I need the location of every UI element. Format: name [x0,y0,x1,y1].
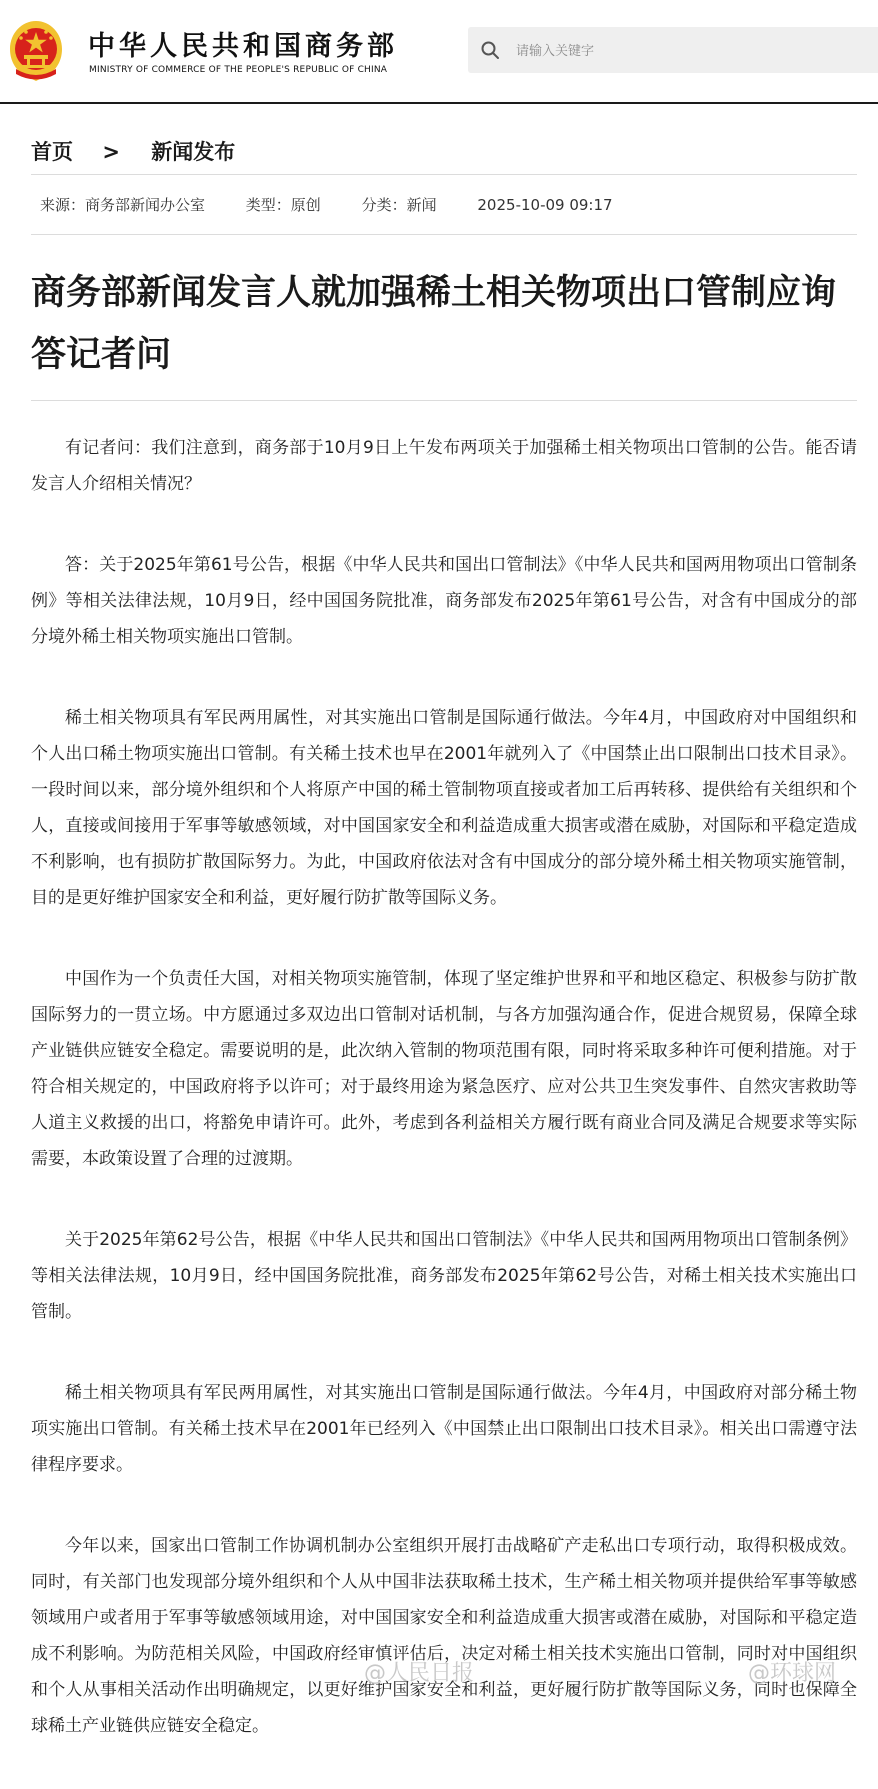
article-paragraph: 有记者问：我们注意到，商务部于10月9日上午发布两项关于加强稀土相关物项出口管制的公告。能否请发言人介绍相关情况？ [31,438,857,494]
article-body [31,430,857,1789]
article-paragraph: 关于2025年第62号公告，根据《中华人民共和国出口管制法》《中华人民共和国两用物项出口管制条例》等相关法律法规，10月9日，经中国国务院批准，商务部发布2025年第62号公告，对稀土相关技术实施出口管制。 [31,1230,857,1322]
breadcrumb-current-link[interactable]: 新闻发布 [151,140,236,164]
title-divider [31,400,857,401]
meta-datetime: 2025-10-09 09:17 [477,196,613,214]
breadcrumb [31,136,235,166]
national-emblem-icon[interactable] [6,19,66,83]
article-paragraph: 今年以来，国家出口管制工作协调机制办公室组织开展打击战略矿产走私出口专项行动，取得积极成效。同时，有关部门也发现部分境外组织和个人从中国非法获取稀土技术，生产稀土相关物项并提供给军事等敏感领域用户或者用于军事等敏感领域用途，对中国国家安全和利益造成重大损害或潜在威胁，对国际和平稳定造成不利影响。为防范相关风险，中国政府经审慎评估后，决定对稀土相关技术实施出口管制，同时对中国组织和个人从事相关活动作出明确规定，以更好维护国家安全和利益，更好履行防扩散等国际义务，同时也保障全球稀土产业链供应链安全稳定。 [31,1536,857,1736]
article-title: 商务部新闻发言人就加强稀土相关物项出口管制应询答记者问 [31,273,837,375]
meta-source: 来源：商务部新闻办公室 [40,196,206,214]
site-title-en: MINISTRY OF COMMERCE OF THE PEOPLE'S REPUBLIC OF CHINA [89,65,388,75]
site-title-cn[interactable]: 中华人民共和国商务部 [88,31,398,62]
search-icon[interactable] [480,40,500,60]
watermark-renmin: @人民日报 [364,1661,475,1686]
watermark-huanqiu: @环球网 [748,1661,837,1686]
meta-category: 分类：新闻 [361,196,437,214]
breadcrumb-separator: > [102,140,120,164]
breadcrumb-home-link[interactable]: 首页 [31,140,73,164]
search-box[interactable] [468,27,878,73]
meta-divider [31,234,857,235]
article-paragraph: 答：关于2025年第61号公告，根据《中华人民共和国出口管制法》《中华人民共和国两用物项出口管制条例》等相关法律法规，10月9日，经中国国务院批准，商务部发布2025年第61号公告，对含有中国成分的部分境外稀土相关物项实施出口管制。 [31,555,857,647]
breadcrumb-divider [31,174,857,175]
site-header [0,0,878,104]
article-meta [40,194,649,215]
article-paragraph: 稀土相关物项具有军民两用属性，对其实施出口管制是国际通行做法。今年4月，中国政府对中国组织和个人出口稀土物项实施出口管制。有关稀土技术也早在2001年就列入了《中国禁止出口限制出口技术目录》。一段时间以来，部分境外组织和个人将原产中国的稀土管制物项直接或者加工后再转移、提供给有关组织和个人，直接或间接用于军事等敏感领域，对中国国家安全和利益造成重大损害或潜在威胁，对国际和平稳定造成不利影响，也有损防扩散国际努力。为此，中国政府依法对含有中国成分的部分境外稀土相关物项实施管制，目的是更好维护国家安全和利益，更好履行防扩散等国际义务。 [31,708,857,908]
article-paragraph: 中国作为一个负责任大国，对相关物项实施管制，体现了坚定维护世界和平和地区稳定、积极参与防扩散国际努力的一贯立场。中方愿通过多双边出口管制对话机制，与各方加强沟通合作，促进合规贸易，保障全球产业链供应链安全稳定。需要说明的是，此次纳入管制的物项范围有限，同时将采取多种许可便利措施。对于符合相关规定的，中国政府将予以许可；对于最终用途为紧急医疗、应对公共卫生突发事件、自然灾害救助等人道主义救援的出口，将豁免申请许可。此外，考虑到各利益相关方履行既有商业合同及满足合规要求等实际需要，本政策设置了合理的过渡期。 [31,969,857,1169]
article-paragraph: 稀土相关物项具有军民两用属性，对其实施出口管制是国际通行做法。今年4月，中国政府对部分稀土物项实施出口管制。有关稀土技术早在2001年已经列入《中国禁止出口限制出口技术目录》。相关出口需遵守法律程序要求。 [31,1383,857,1475]
meta-type: 类型：原创 [245,196,321,214]
search-input[interactable] [514,27,878,75]
